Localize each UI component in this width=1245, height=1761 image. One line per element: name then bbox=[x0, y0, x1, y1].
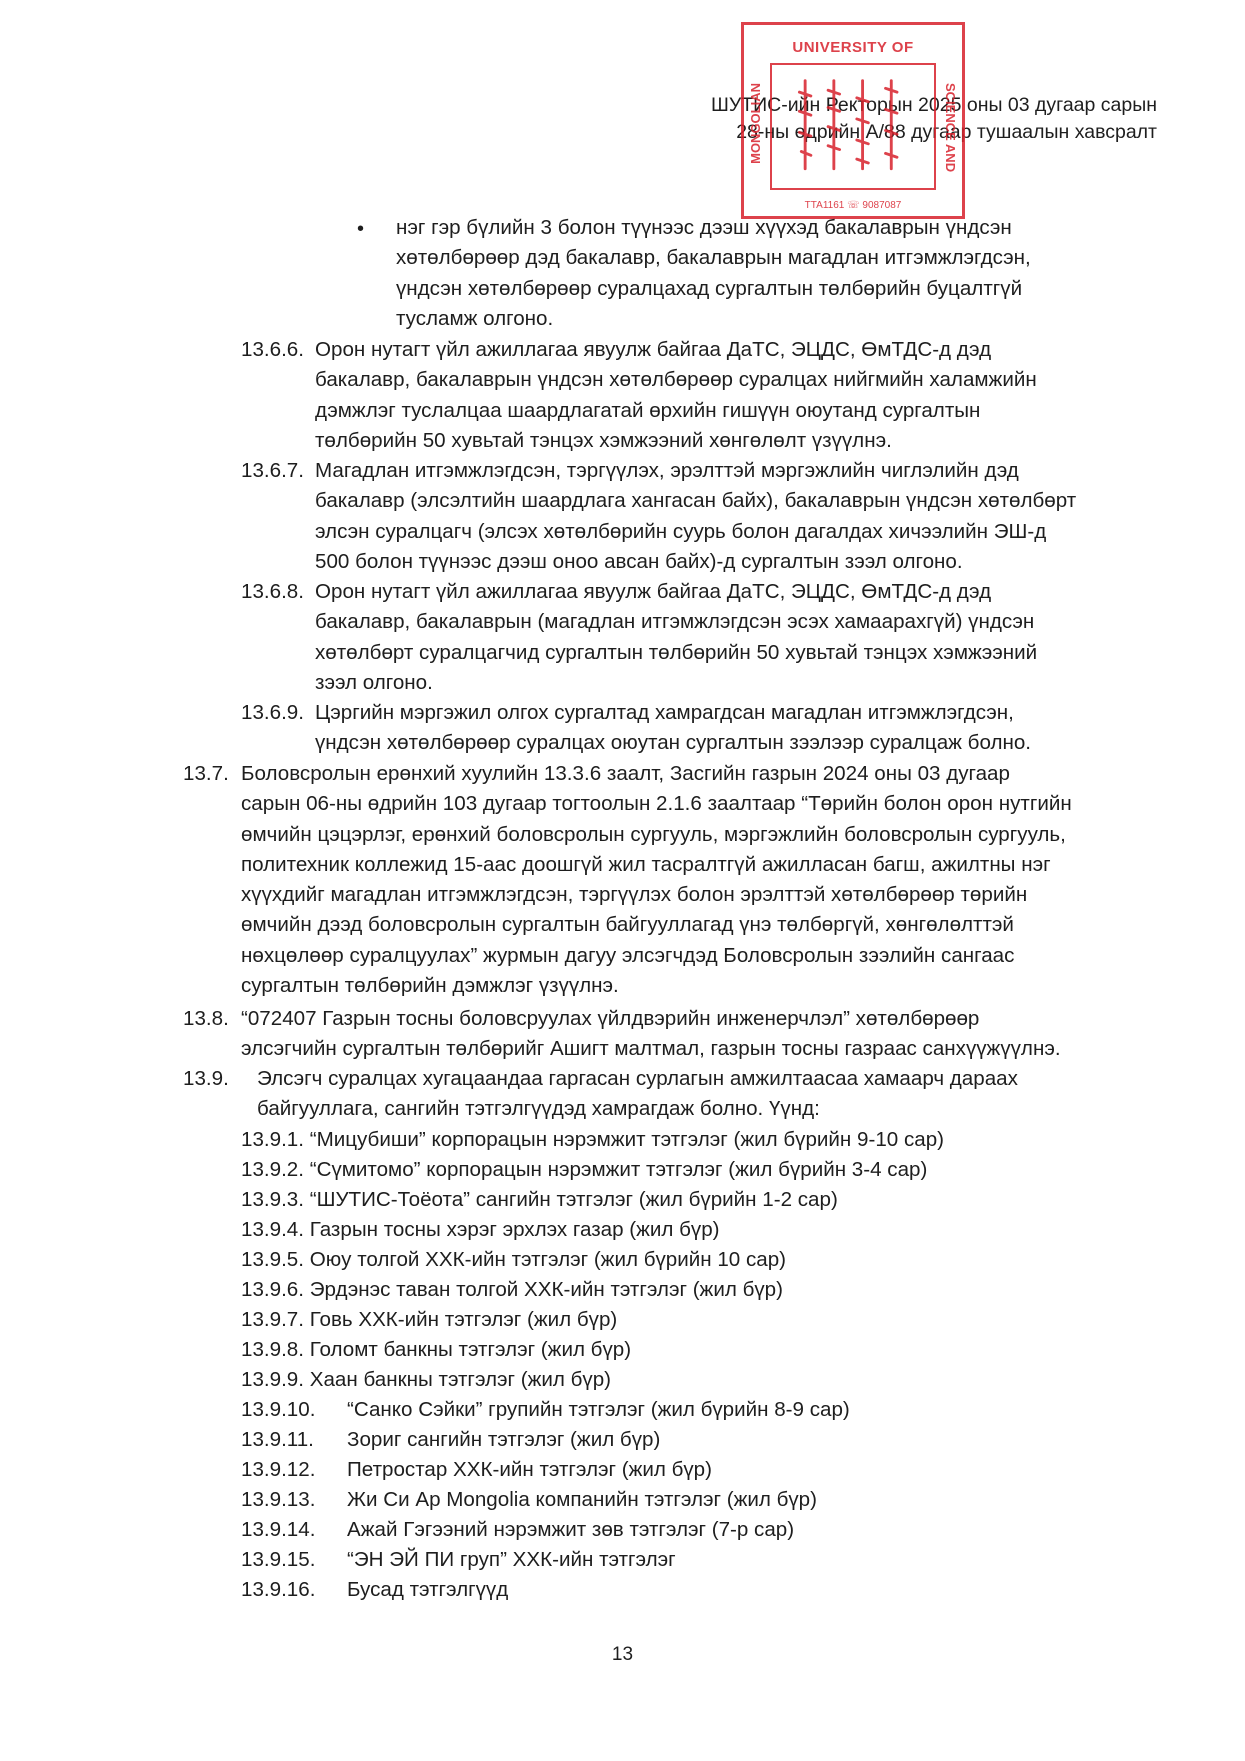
list-item-number: 13.9.11. bbox=[241, 1428, 314, 1451]
list-item-number: 13.9.16. bbox=[241, 1578, 316, 1601]
list-item-text: “Санко Сэйки” групийн тэтгэлэг (жил бүрийн 8-9 сар) bbox=[347, 1398, 850, 1421]
section-line: нөхцөлөөр суралцуулах” журмын дагуу элсэгчдэд Боловсролын зээлийн сангаас bbox=[241, 943, 1015, 967]
item-line: бакалавр, бакалаврын үндсэн хөтөлбөрөөр суралцах нийгмийн халамжийн bbox=[315, 368, 1037, 392]
section-13-8 bbox=[241, 1004, 1157, 1065]
stamp-right-text: SCIENCE AND bbox=[943, 83, 958, 173]
list-item-text: Петростар ХХК-ийн тэтгэлэг (жил бүр) bbox=[347, 1458, 712, 1481]
stamp-left-text: MONGOLIAN bbox=[748, 83, 763, 164]
bullet-line: хөтөлбөрөөр дэд бакалавр, бакалаврын магадлан итгэмжлэгдсэн, bbox=[396, 246, 1031, 270]
list-item-number: 13.9.13. bbox=[241, 1488, 316, 1511]
item-line: элсэн суралцагч (элсэх хөтөлбөрийн суурь болон дагалдах хичээлийн ЭШ-д bbox=[315, 519, 1047, 543]
item-line: 500 болон түүнээс дээш оноо авсан байх)-д сургалтын зээл олгоно. bbox=[315, 549, 963, 573]
list-item-number: 13.9.10. bbox=[241, 1398, 316, 1421]
item-number: 13.6.7. bbox=[241, 459, 304, 482]
section-13-7 bbox=[241, 759, 1157, 1001]
section-line: политехник коллежид 15-аас доошгүй жил тасралтгүй ажилласан багш, ажилтны нэг bbox=[241, 852, 1051, 876]
list-item-number: 13.9.12. bbox=[241, 1458, 316, 1481]
section-number: 13.8. bbox=[183, 1007, 229, 1030]
document-header bbox=[711, 92, 1157, 146]
list-item: 13.9.4. Газрын тосны хэрэг эрхлэх газар (жил бүр) bbox=[241, 1218, 720, 1241]
item-line: Магадлан итгэмжлэгдсэн, тэргүүлэх, эрэлттэй мэргэжлийн чиглэлийн дэд bbox=[315, 459, 1019, 482]
section-line: Боловсролын ерөнхий хуулийн 13.3.6 заалт, Засгийн газрын 2024 оны 03 дугаар bbox=[241, 762, 1010, 785]
list-item-text: Ажай Гэгээний нэрэмжит зөв тэтгэлэг (7-р сар) bbox=[347, 1518, 795, 1541]
list-item-text: Жи Си Ар Mongolia компанийн тэтгэлэг (жил бүр) bbox=[347, 1488, 817, 1511]
list-item: 13.9.3. “ШУТИС-Тоёота” сангийн тэтгэлэг (жил бүрийн 1-2 сар) bbox=[241, 1188, 838, 1211]
item-line: төлбөрийн 50 хувьтай тэнцэх хэмжээний хөнгөлөлт үзүүлнэ. bbox=[315, 428, 892, 452]
bullet-dot-icon: • bbox=[357, 218, 365, 240]
item-13-6-8 bbox=[315, 577, 1157, 698]
item-line: зээл олгоно. bbox=[315, 670, 433, 694]
item-number: 13.6.6. bbox=[241, 338, 304, 361]
list-item-number: 13.9.15. bbox=[241, 1548, 316, 1571]
section-line: “072407 Газрын тосны боловсруулах үйлдвэрийн инженерчлэл” хөтөлбөрөөр bbox=[241, 1007, 980, 1030]
section-line: сарын 06-ны өдрийн 103 дугаар тогтоолын 2.1.6 заалтаар “Төрийн болон орон нутгийн bbox=[241, 792, 1072, 816]
list-item-text: “ЭН ЭЙ ПИ груп” ХХК-ийн тэтгэлэг bbox=[347, 1548, 676, 1571]
item-line: бакалавр (элсэлтийн шаардлага хангасан байх), бакалаврын үндсэн хөтөлбөрт bbox=[315, 489, 1077, 513]
item-13-6-6 bbox=[315, 335, 1157, 456]
list-item-text: Бусад тэтгэлгүүд bbox=[347, 1578, 509, 1601]
list-item: 13.9.6. Эрдэнэс таван толгой ХХК-ийн тэтгэлэг (жил бүр) bbox=[241, 1278, 783, 1301]
list-item: 13.9.7. Говь ХХК-ийн тэтгэлэг (жил бүр) bbox=[241, 1308, 618, 1331]
item-line: үндсэн хөтөлбөрөөр суралцах оюутан сургалтын зээлээр суралцаж болно. bbox=[315, 731, 1032, 755]
list-item: 13.9.8. Голомт банкны тэтгэлэг (жил бүр) bbox=[241, 1338, 632, 1361]
item-13-6-7 bbox=[315, 456, 1157, 577]
item-line: бакалавр, бакалаврын (магадлан итгэмжлэгдсэн эсэх хамаарахгүй) үндсэн bbox=[315, 610, 1035, 634]
section-13-9 bbox=[257, 1064, 1157, 1125]
list-item: 13.9.9. Хаан банкны тэтгэлэг (жил бүр) bbox=[241, 1368, 612, 1391]
item-13-6-9 bbox=[315, 698, 1157, 759]
section-line: хүүхдийг магадлан итгэмжлэгдсэн, тэргүүлэх болон эрэлттэй хөтөлбөрөөр төрийн bbox=[241, 883, 1028, 907]
item-line: дэмжлэг туслалцаа шаардлагатай өрхийн гишүүн оюутанд сургалтын bbox=[315, 398, 981, 422]
bullet-line: үндсэн хөтөлбөрөөр суралцахад сургалтын төлбөрийн буцалтгүй bbox=[396, 276, 1023, 300]
item-number: 13.6.9. bbox=[241, 701, 304, 724]
section-number: 13.9. bbox=[183, 1067, 229, 1090]
section-line: элсэгчийн сургалтын төлбөрийг Ашигт малтмал, газрын тосны газраас санхүүжүүлнэ. bbox=[241, 1037, 1061, 1061]
page-number: 13 bbox=[611, 1644, 634, 1665]
item-line: Орон нутагт үйл ажиллагаа явуулж байгаа ДаТС, ЭЦДС, ӨмТДС-д дэд bbox=[315, 580, 992, 603]
section-line: өмчийн цэцэрлэг, ерөнхий боловсролын сургууль, мэргэжлийн боловсролын сургууль, bbox=[241, 822, 1066, 846]
stamp-top-text: UNIVERSITY OF bbox=[792, 39, 914, 56]
header-line-1: ШУТИС-ийн Ректорын 2025 оны 03 дугаар сарын bbox=[710, 94, 1157, 116]
list-item: 13.9.5. Оюу толгой ХХК-ийн тэтгэлэг (жил бүрийн 10 сар) bbox=[241, 1248, 787, 1271]
list-item-number: 13.9.14. bbox=[241, 1518, 316, 1541]
stamp-bottom-text: TTA1161 ☏ 9087087 bbox=[804, 200, 902, 211]
item-line: хөтөлбөрт суралцагчид сургалтын төлбөрийн 50 хувьтай тэнцэх хэмжээний bbox=[315, 640, 1038, 664]
item-number: 13.6.8. bbox=[241, 580, 304, 603]
item-line: Орон нутагт үйл ажиллагаа явуулж байгаа ДаТС, ЭЦДС, ӨмТДС-д дэд bbox=[315, 338, 992, 361]
bullet-line: нэг гэр бүлийн 3 болон түүнээс дээш хүүхэд бакалаврын үндсэн bbox=[396, 216, 1012, 239]
list-item: 13.9.2. “Сүмитомо” корпорацын нэрэмжит тэтгэлэг (жил бүрийн 3-4 сар) bbox=[241, 1158, 928, 1181]
section-line: өмчийн дээд боловсролын сургалтын байгууллагад үнэ төлбөргүй, хөнгөлөлттэй bbox=[241, 913, 1014, 937]
item-line: Цэргийн мэргэжил олгох сургалтад хамрагдсан магадлан итгэмжлэгдсэн, bbox=[315, 701, 1014, 724]
list-item-text: Зориг сангийн тэтгэлэг (жил бүр) bbox=[347, 1428, 661, 1451]
list-item: 13.9.1. “Мицубиши” корпорацын нэрэмжит тэтгэлэг (жил бүрийн 9-10 сар) bbox=[241, 1128, 945, 1151]
bullet-paragraph bbox=[396, 213, 1157, 334]
header-line-2: 28-ны өдрийн А/88 дугаар тушаалын хавсралт bbox=[736, 121, 1157, 143]
section-number: 13.7. bbox=[183, 762, 229, 785]
bullet-line: тусламж олгоно. bbox=[396, 306, 554, 330]
section-line: байгууллага, сангийн тэтгэлгүүдэд хамрагдаж болно. Үүнд: bbox=[257, 1097, 820, 1121]
section-line: Элсэгч суралцах хугацаандаа гаргасан сурлагын амжилтаасаа хамаарч дараах bbox=[257, 1067, 1018, 1090]
section-line: сургалтын төлбөрийн дэмжлэг үзүүлнэ. bbox=[241, 974, 619, 998]
